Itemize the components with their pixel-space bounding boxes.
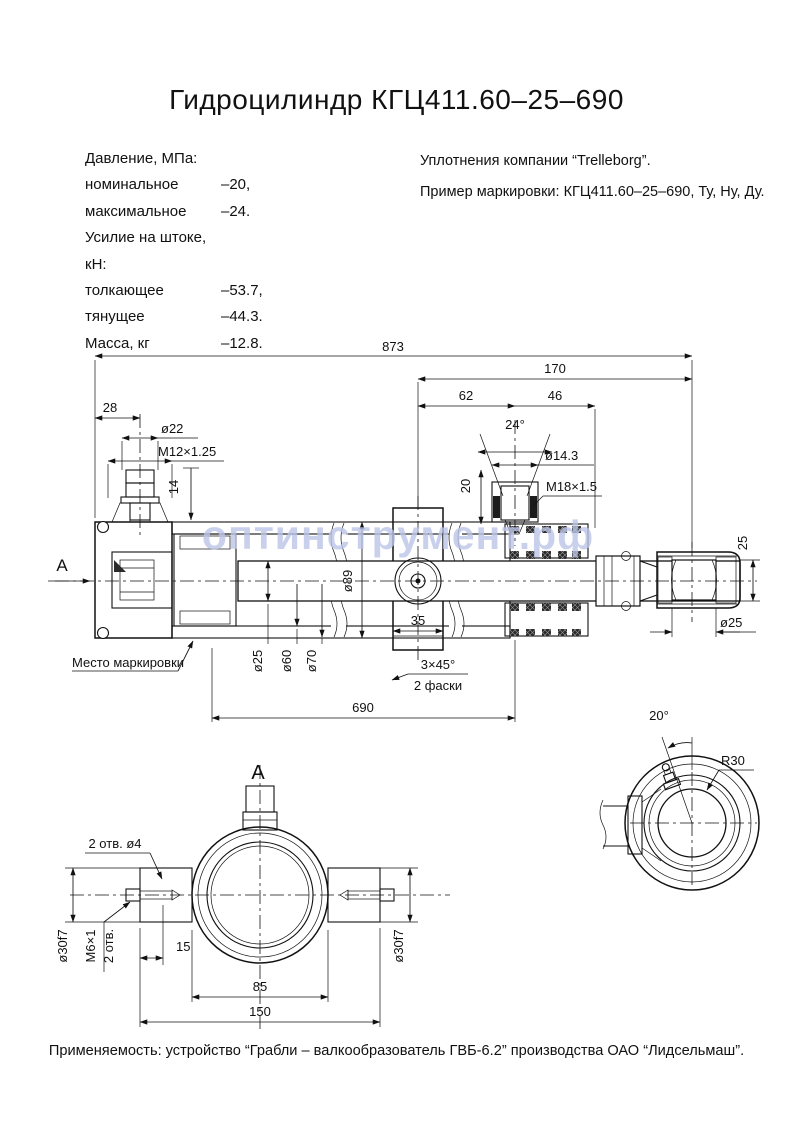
note-seals: Уплотнения компании “Trelleborg”. — [420, 153, 651, 169]
dim-boss-diameter-right: ø30f7 — [391, 929, 406, 963]
spec-value: –44.3. — [221, 308, 263, 326]
dim-150: 150 — [249, 1004, 271, 1019]
note-marking-example: Пример маркировки: КГЦ411.60–25–690, Ту, Ну, Ду. — [420, 184, 765, 200]
spec-label: номинальное — [85, 176, 179, 194]
spec-label: Масса, кг — [85, 334, 150, 352]
dim-28: 28 — [102, 400, 118, 415]
dim-trunnion-width: 35 — [410, 613, 426, 628]
spec-value: –53.7, — [221, 282, 263, 300]
eye-stem — [628, 796, 642, 854]
dim-eye-radius: R30 — [721, 753, 745, 768]
rod-eye-front-view — [600, 708, 759, 890]
dim-port2-angle: 24° — [505, 417, 525, 432]
dim-46: 46 — [547, 388, 563, 403]
dim-port1-depth: 14 — [166, 479, 181, 495]
dim-eye-angle: 20° — [649, 708, 669, 723]
dim-rod-end: 170 — [544, 361, 566, 376]
watermark: оптинструмент.рф — [201, 512, 595, 558]
dim-chamfer: 3×45° — [420, 657, 456, 672]
break-line — [600, 800, 606, 849]
dim-70: ø70 — [304, 649, 319, 673]
dim-eye-width: 25 — [735, 535, 750, 551]
section-view-label: А — [251, 762, 265, 784]
weld-dot — [98, 628, 109, 639]
eye-bore — [672, 560, 716, 600]
cylinder-left-cap — [95, 522, 172, 638]
spec-label: максимальное — [85, 202, 187, 220]
dim-overall-length: 873 — [382, 339, 404, 354]
dim-port1-diameter: ø22 — [161, 421, 184, 436]
piston-seal — [180, 611, 230, 624]
marking-place-note: Место маркировки — [72, 655, 185, 670]
dim-holes-note: 2 отв. ø4 — [88, 836, 142, 851]
dim-thread-note: 2 отв. — [101, 928, 116, 964]
spec-value: –12.8. — [221, 334, 263, 352]
dim-stroke-length: 690 — [352, 700, 374, 715]
grease-fitting — [657, 761, 680, 789]
dim-60: ø60 — [279, 649, 294, 673]
spec-label: Усилие на штоке, кН: — [85, 229, 207, 273]
spec-label: Давление, МПа: — [85, 150, 198, 167]
dim-15: 15 — [176, 939, 191, 954]
section-view-a — [55, 762, 450, 1032]
dim-port2-thread: M18×1.5 — [546, 479, 597, 494]
dim-62: 62 — [458, 388, 474, 403]
dim-port2-diameter: ø14.3 — [545, 448, 579, 463]
dim-eye-bore: ø25 — [720, 615, 743, 630]
dim-boss-diameter-left: ø30f7 — [55, 929, 70, 963]
dim-thread: М6×1 — [83, 929, 98, 963]
spec-label: тянущее — [85, 308, 145, 326]
dim-port1-thread: M12×1.25 — [158, 444, 217, 459]
spec-value: –20, — [221, 176, 251, 194]
spec-value: –24. — [221, 202, 251, 220]
dim-port2-depth: 20 — [458, 478, 473, 494]
section-arrow-label: А — [56, 556, 68, 575]
page-title: Гидроцилиндр КГЦ411.60–25–690 — [169, 84, 624, 115]
dim-85: 85 — [252, 979, 268, 994]
spec-label: толкающее — [85, 282, 164, 300]
dim-rod-diameter: ø25 — [250, 649, 265, 673]
weld-dot — [98, 522, 109, 533]
dim-barrel-diameter: ø89 — [340, 569, 355, 593]
dim-chamfer-note: 2 фаски — [413, 678, 463, 693]
application-note: Применяемость: устройство “Грабли – валкообразователь ГВБ-6.2” производства ОАО “Лидсельмаш”. — [48, 1043, 745, 1059]
